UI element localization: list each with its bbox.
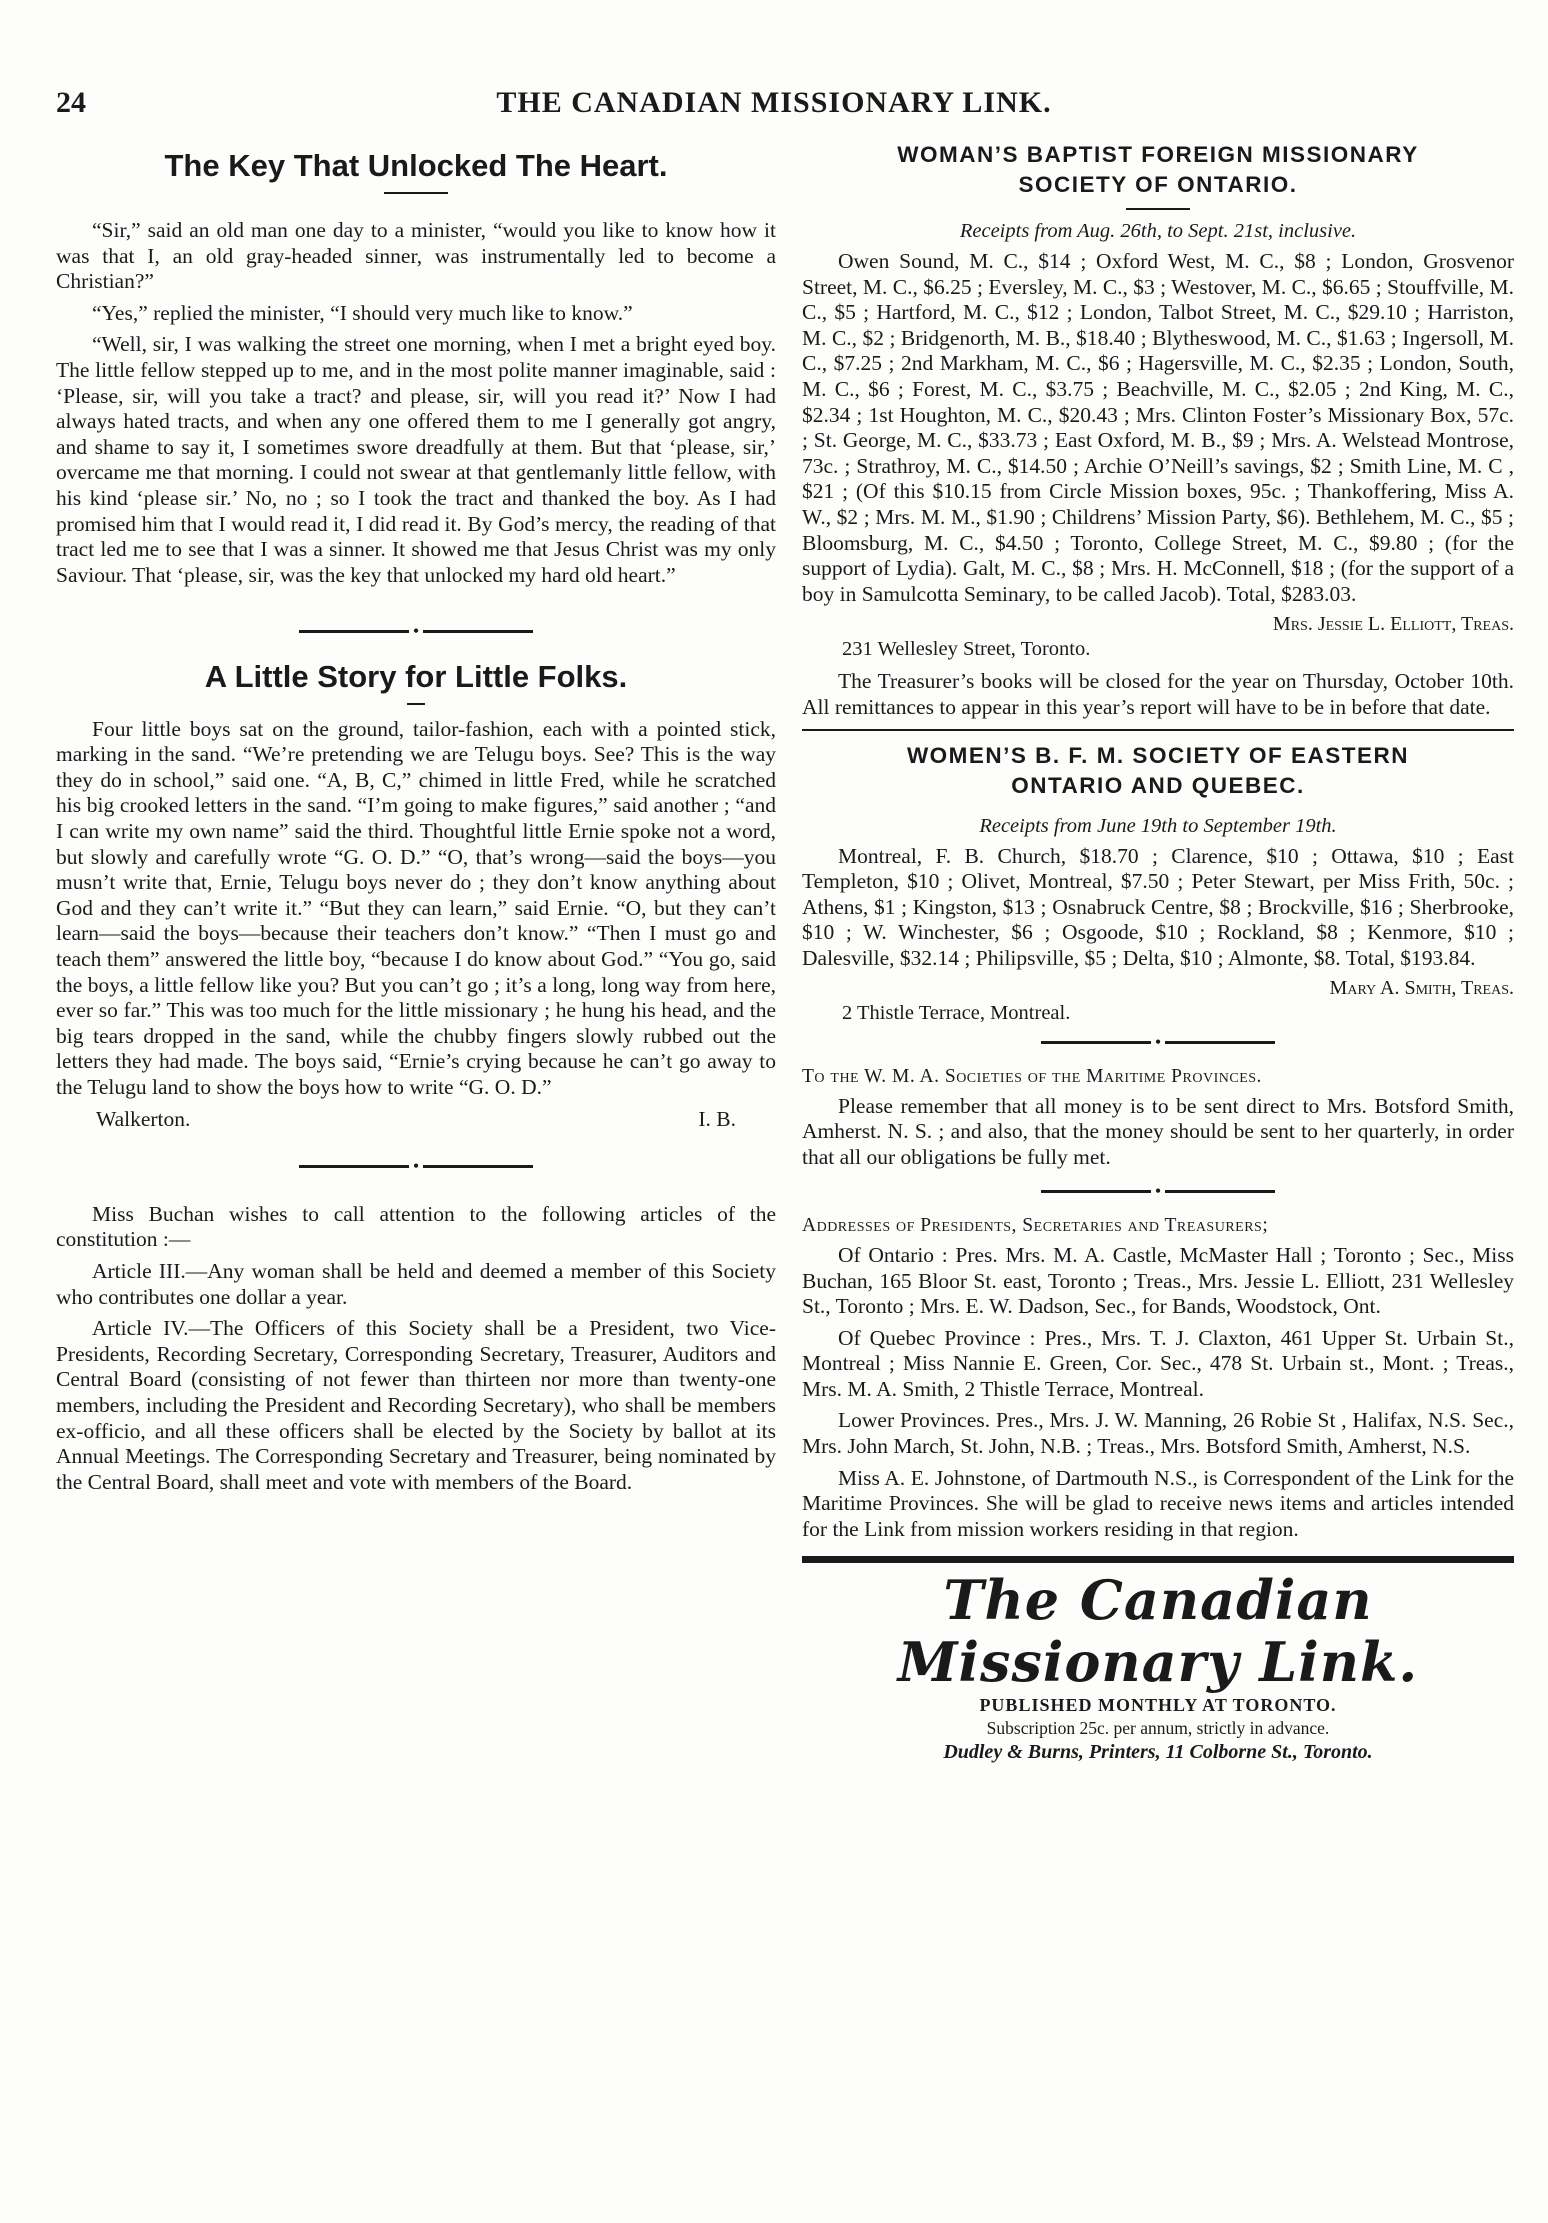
addresses-ontario: Of Ontario : Pres. Mrs. M. A. Castle, McMaster Hall ; Toronto ; Sec., Miss Buchan, 165 Bloor St. east, Toronto ; Treas., Mrs. Jessie L. Elliott, 231 Wellesley St., Toronto ; Mrs. E. W. Dadson, Sec., for Bands, Woodstock, Ont. bbox=[802, 1242, 1514, 1319]
maritime-text: Please remember that all money is to be sent direct to Mrs. Botsford Smith, Amherst. N. S. ; and also, that the money should be sent to her quarterly, in order that all our obligations be fully met. bbox=[802, 1093, 1514, 1169]
masthead-subscription: Subscription 25c. per annum, strictly in advance. bbox=[986, 1718, 1330, 1739]
receipts-list: Montreal, F. B. Church, $18.70 ; Clarence, $10 ; Ottawa, $10 ; East Templeton, $10 ; Olivet, Montreal, $7.50 ; Peter Stewart, per Miss Frith, 50c. ; Athens, $1 ; Kingston, $13 ; Osnabruck Centre, $8 ; Brockville, $16 ; Sherbrooke, $10 ; W. Winchester, $6 ; Osgoode, $10 ; Rockland, $8 ; Kenmore, $10 ; Dalesville, $32.14 ; Philipsville, $5 ; Delta, $10 ; Almonte, $8. Total, $193.84. bbox=[802, 843, 1514, 970]
right-column bbox=[802, 140, 1514, 1764]
journal-title: THE CANADIAN MISSIONARY LINK. bbox=[496, 86, 1052, 119]
title-rule bbox=[384, 192, 448, 194]
story-title-key: The Key That Unlocked The Heart. bbox=[164, 148, 668, 183]
treasurer-signature: Mrs. Jessie L. Elliott, Treas. bbox=[1272, 613, 1514, 636]
ornament-divider: • bbox=[56, 622, 776, 640]
left-column bbox=[56, 148, 776, 1501]
story-paragraph: Four little boys sat on the ground, tailor-fashion, each with a pointed stick, marking in the sand. “We’re pretending we are Telugu boys. See? This is the way they do in school,” said one. “A, B, C,” chimed in little Fred, while he scratched his big crooked letters in the sand. “I’m going to make figures,” said another ; “and I can write my own name” said the third. Thoughtful little Ernie spoke not a word, but slowly and carefully wrote “G. O. D.” “O, that’s wrong—said the boys—you musn’t write that, Ernie, Telugu boys never do ; they don’t know anything about God and they can’t write it.” “But they can learn,” said Ernie. “O, but they can’t learn—said the boys—because their teachers don’t know.” “Then I must go and teach them” answered the little boy, “because I do know about God.” “You go, said the boys, a little fellow like you? But you can’t go ; it’s a long, long way from here, ever so far.” This was too much for the little missionary ; he hung his head, and the big tears dropped in the sand, while the chubby fingers slowly rubbed out the letters they had made. The boys said, “Ernie’s crying because he can’t go away to the Telugu land to show the boys how to write “G. O. D.” bbox=[56, 716, 776, 1099]
page-number: 24 bbox=[56, 86, 86, 119]
receipts-heading: Receipts from June 19th to September 19th. bbox=[979, 814, 1337, 837]
story-paragraph: “Yes,” replied the minister, “I should very much like to know.” bbox=[92, 300, 633, 325]
masthead-published: PUBLISHED MONTHLY AT TORONTO. bbox=[979, 1695, 1337, 1716]
title-rule bbox=[407, 703, 425, 705]
story-byline bbox=[96, 1107, 776, 1132]
society-title-eastern bbox=[802, 741, 1514, 801]
constitution-intro: Miss Buchan wishes to call attention to the following articles of the constitution :— bbox=[56, 1201, 776, 1252]
story-title-little-folks: A Little Story for Little Folks. bbox=[204, 658, 628, 694]
addresses-heading: Addresses of Presidents, Secretaries and Treasurers; bbox=[802, 1214, 1269, 1236]
society-title-line: WOMEN’S B. F. M. SOCIETY OF EASTERN bbox=[906, 742, 1410, 768]
treasurer-address: 2 Thistle Terrace, Montreal. bbox=[842, 1002, 1071, 1025]
article-four: Article IV.—The Officers of this Society shall be a President, two Vice-Presidents, Recording Secretary, Corresponding Secretary, Treasurer, Auditors and Central Board (consisting of not fewer than thirteen nor more than twenty-one members, including the President and Recording Secretary), who shall be members ex-officio, and all these officers shall be elected by the Society by ballot at its Annual Meetings. The Corresponding Secretary and Treasurer, being nominated by the Central Board, shall meet and vote with members of the Board. bbox=[56, 1316, 776, 1494]
society-title-line: SOCIETY OF ONTARIO. bbox=[1018, 172, 1298, 197]
masthead-printers: Dudley & Burns, Printers, 11 Colborne St., Toronto. bbox=[943, 1741, 1373, 1764]
society-title-line: ONTARIO AND QUEBEC. bbox=[1011, 772, 1305, 798]
receipts-heading: Receipts from Aug. 26th, to Sept. 21st, inclusive. bbox=[959, 220, 1357, 242]
ornament-divider: • bbox=[802, 1183, 1514, 1201]
society-title-line: WOMAN’S BAPTIST FOREIGN MISSIONARY bbox=[897, 142, 1419, 167]
correspondent-note: Miss A. E. Johnstone, of Dartmouth N.S., is Correspondent of the Link for the Maritime Provinces. She will be glad to receive news items and articles intended for the Link from mission workers residing in that region. bbox=[802, 1465, 1514, 1541]
masthead-rule bbox=[802, 1556, 1514, 1563]
addresses-lower-provinces: Lower Provinces. Pres., Mrs. J. W. Manning, 26 Robie St , Halifax, N.S. Sec., Mrs. John March, St. John, N.B. ; Treas., Mrs. Botsford Smith, Amherst, N.S. bbox=[802, 1408, 1514, 1459]
receipts-list: Owen Sound, M. C., $14 ; Oxford West, M. C., $8 ; London, Grosvenor Street, M. C., $6.25 ; Eversley, M. C., $3 ; Westover, M. C., $6.65 ; Stouffville, M. C., $5 ; Hartford, M. C., $12 ; London, Talbot Street, M. C., $29.10 ; Harriston, M. C., $2 ; Bridgenorth, M. B., $18.40 ; Blytheswood, M. C., $1.63 ; Ingersoll, M. C., $7.25 ; 2nd Markham, M. C., $6 ; Hagersville, M. C., $2.35 ; London, South, M. C., $6 ; Forest, M. C., $3.75 ; Beachville, M. C., $2.05 ; 2nd King, M. C., $2.34 ; 1st Houghton, M. C., $20.43 ; Mrs. Clinton Foster’s Missionary Box, 57c. ; St. George, M. C., $33.73 ; East Oxford, M. B., $9 ; Mrs. A. Welstead Montrose, 73c. ; Strathroy, M. C., $14.50 ; Archie O’Neill’s savings, $2 ; Smith Line, M. C , $21 ; (Of this $10.15 from Circle Mission boxes, 95c. ; Thankoffering, Miss A. W., $2 ; Mrs. M. M., $1.90 ; Childrens’ Mission Party, $6). Bethlehem, M. C., $5 ; Bloomsburg, M. C., $4.50 ; Toronto, College Street, M. C., $9.80 ; (for the support of Lydia). Galt, M. C., $8 ; Mrs. H. McConnell, $18 ; (for the support of a boy in Samulcotta Seminary, to be called Jacob). Total, $283.03. bbox=[802, 249, 1514, 606]
story-paragraph: “Sir,” said an old man one day to a minister, “would you like to know how it was that I, an old gray-headed sinner, was instrumentally led to become a Christian?” bbox=[56, 218, 776, 294]
byline-place: Walkerton. bbox=[96, 1106, 191, 1131]
maritime-heading: To the W. M. A. Societies of the Maritime Provinces. bbox=[802, 1065, 1262, 1087]
section-rule bbox=[802, 729, 1514, 731]
society-title-ontario bbox=[802, 140, 1514, 200]
page-header bbox=[56, 86, 1492, 120]
masthead-title: The Canadian Missionary Link. bbox=[897, 1568, 1419, 1695]
addresses-quebec: Of Quebec Province : Pres., Mrs. T. J. Claxton, 461 Upper St. Urbain St., Montreal ; Miss Nannie E. Green, Cor. Sec., 478 St. Urbain st., Mont. ; Treas., Mrs. M. A. Smith, 2 Thistle Terrace, Montreal. bbox=[802, 1325, 1514, 1401]
ornament-divider: • bbox=[802, 1033, 1514, 1051]
ornament-divider: • bbox=[56, 1158, 776, 1176]
story-paragraph: “Well, sir, I was walking the street one morning, when I met a bright eyed boy. The little fellow stepped up to me, and in the most polite manner imaginable, said : ‘Please, sir, will you take a tract? and please, sir, will you read it?’ Now I had always hated tracts, and when any one offered them to me I generally got angry, and shame to say it, I sometimes swore dreadfully at them. But that ‘please, sir,’ overcame me that morning. I could not swear at that gentlemanly little fellow, with his kind ‘please sir.’ No, no ; so I took the tract and thanked the boy. As I had promised him that I would read it, I did read it. By God’s mercy, the reading of that tract led me to see that I was a sinner. It showed me that Jesus Christ was my only Saviour. That ‘please, sir, was the key that unlocked my hard old heart.” bbox=[56, 332, 776, 587]
treasurer-address: 231 Wellesley Street, Toronto. bbox=[842, 638, 1091, 661]
treasurer-signature: Mary A. Smith, Treas. bbox=[1329, 977, 1514, 1000]
title-rule bbox=[1126, 208, 1190, 210]
treasurer-note: The Treasurer’s books will be closed for the year on Thursday, October 10th. All remittances to appear in this year’s report will have to be in before that date. bbox=[802, 669, 1514, 719]
byline-initials: I. B. bbox=[698, 1106, 736, 1131]
article-three: Article III.—Any woman shall be held and deemed a member of this Society who contributes one dollar a year. bbox=[56, 1259, 776, 1309]
